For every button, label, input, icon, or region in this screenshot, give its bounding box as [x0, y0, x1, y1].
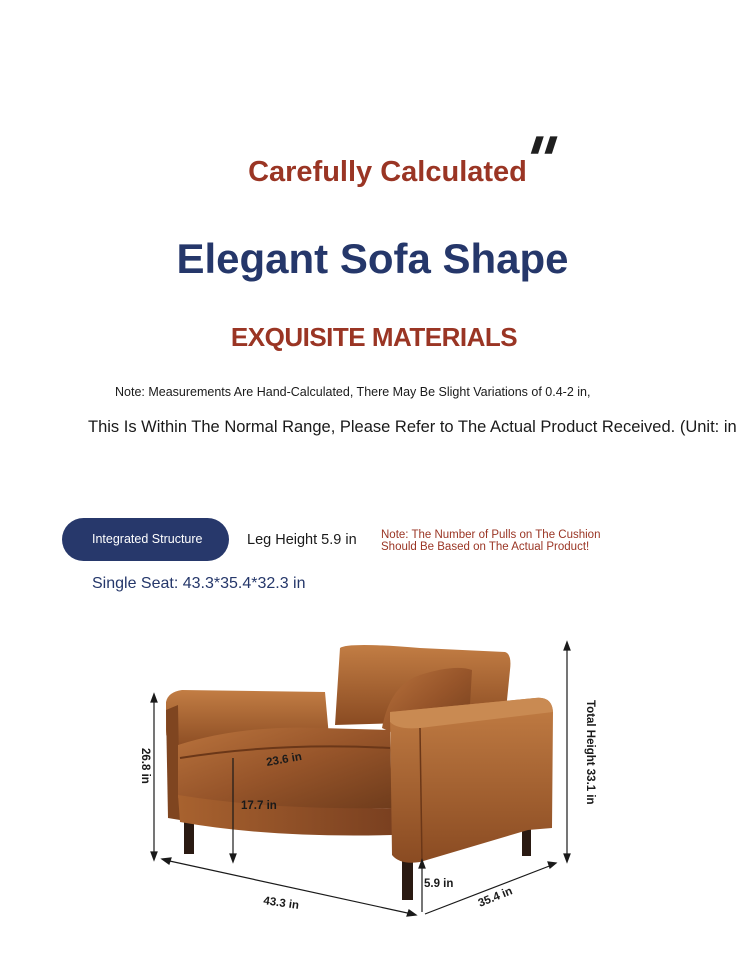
- seat-height-arrow-bottom: [230, 854, 236, 862]
- heading-carefully-calculated: Carefully Calculated: [248, 156, 527, 188]
- width-arrow-left: [162, 858, 171, 864]
- seat-depth-label: 23.6 in: [265, 750, 303, 769]
- heading-elegant-sofa-shape: Elegant Sofa Shape: [176, 235, 569, 282]
- depth-arrow-right: [548, 862, 556, 868]
- measurement-note: Note: Measurements Are Hand-Calculated, There May Be Slight Variations of 0.4-2 in,: [115, 385, 591, 399]
- total-height-label: Total Height 33.1 in: [584, 700, 596, 805]
- depth-label: 35.4 in: [476, 885, 515, 910]
- cushion-note: [381, 530, 600, 553]
- leg-height-label: Leg Height 5.9 in: [247, 532, 357, 548]
- seat-height-label: 17.7 in: [241, 800, 277, 812]
- quote-mark-icon: ": [509, 125, 564, 199]
- total-height-arrow-top: [564, 642, 570, 650]
- integrated-structure-badge: Integrated Structure: [62, 518, 229, 561]
- arm-height-arrow-bottom: [151, 852, 157, 860]
- cushion-note-line1: Note: The Number of Pulls on The Cushion: [381, 529, 601, 541]
- width-label: 43.3 in: [262, 895, 300, 912]
- cushion-note-line2: Should Be Based on The Actual Product!: [381, 540, 590, 553]
- sofa-dimension-illustration: [120, 630, 620, 920]
- total-height-arrow-bottom: [564, 854, 570, 862]
- arm-height-arrow-top: [151, 694, 157, 702]
- sofa-seat-cushion: [178, 728, 392, 809]
- width-arrow-right: [407, 910, 416, 916]
- single-seat-dimensions: Single Seat: 43.3*35.4*32.3 in: [92, 575, 306, 592]
- arm-height-label: 26.8 in: [139, 748, 151, 784]
- measurement-note-range: This Is Within The Normal Range, Please Refer to The Actual Product Received. (Unit: in: [88, 418, 737, 436]
- leg-label: 5.9 in: [424, 878, 454, 890]
- heading-exquisite-materials: EXQUISITE MATERIALS: [230, 322, 518, 352]
- sofa-left-arm-front: [166, 705, 180, 820]
